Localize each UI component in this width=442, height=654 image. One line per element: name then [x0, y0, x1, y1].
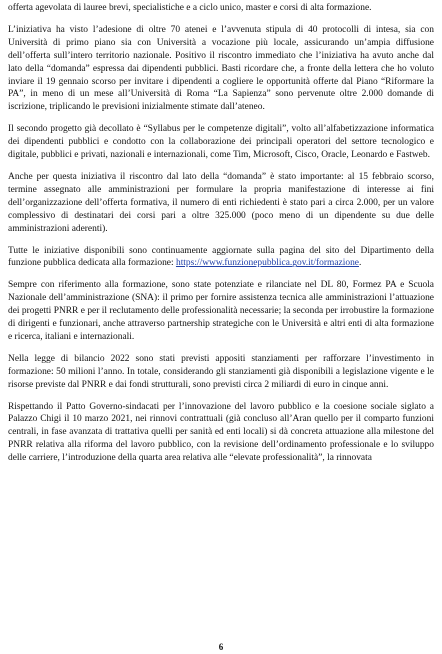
paragraph-4: Anche per questa iniziativa il riscontro dal lato della “domanda” è stato importante: al 15 febbraio scorso, termine assegnato alle amministrazioni per formulare la propria manifestazione di interesse ai fini dell’organizzazione dell’offerta formativa, il numero di enti richiedenti è stato pari a circa 2.000, per un valore complessivo di destinatari dei corsi pari a oltre 325.000 (poco meno di un dipendente su due delle amministrazioni aderenti).: [8, 171, 434, 234]
paragraph-6: Sempre con riferimento alla formazione, sono state potenziate e rilanciate nel DL 80, Formez PA e Scuola Nazionale dell’amministrazione (SNA): il primo per fornire assistenza tecnica alle amministrazioni l’attuazione dei progetti PNRR e per il reclutamento delle professionalità necessarie; la seconda per irrobustire la formazione di dirigenti e funzionari, anche attraverso partnership strategiche con le Università e altri enti di alta formazione e ricerca, italiani e internazionali.: [8, 280, 434, 342]
paragraph-1: offerta agevolata di lauree brevi, specialistiche e a ciclo unico, master e corsi di alta formazione.: [8, 3, 372, 13]
page-number: 6: [218, 642, 224, 652]
formazione-link[interactable]: https://www.funzionepubblica.gov.it/formazione: [175, 258, 359, 269]
paragraph-5: [8, 245, 434, 271]
paragraph-7: Nella legge di bilancio 2022 sono stati previsti appositi stanziamenti per rafforzare l’investimento in formazione: 50 milioni l’anno. In totale, considerando gli stanziamenti già disponibili a legislazione vigente e le risorse previste dal PNRR e dai fondi strutturali, sono previsti circa 2 miliardi di euro in cinque anni.: [8, 353, 434, 390]
paragraph-8: Rispettando il Patto Governo-sindacati per l’innovazione del lavoro pubblico e la coesione sociale siglato a Palazzo Chigi il 10 marzo 2021, nei rinnovi contrattuali (già concluso all’Aran quello per il comparto funzioni centrali, in fase avanzata di trattativa quelli per sanità ed enti locali) si dà concreta attuazione alla milestone del PNRR relativa alla riforma del lavoro pubblico, con la revisione dell’ordinamento professionale e lo sviluppo delle carriere, l’introduzione della quarta area relativa alle “elevate professionalità”, la rinnovata: [8, 401, 434, 464]
paragraph-5-text: Tutte le iniziative disponibili sono continuamente aggiornate sulla pagina del sito del Dipartimento della funzione pubblica dedicata alla formazione:: [8, 245, 434, 269]
paragraph-3: Il secondo progetto già decollato è “Syllabus per le competenze digitali”, volto all’alfabetizzazione informatica dei dipendenti pubblici e condotto con la collaborazione dei principali operatori del settore tecnologico e digitale, pubblici e privati, nazionali e internazionali, come Tim, Microsoft, Cisco, Oracle, Leonardo e Fastweb.: [8, 124, 434, 161]
paragraph-2: L’iniziativa ha visto l’adesione di oltre 70 atenei e l’avvenuta stipula di 40 protocolli di intesa, sia con Università di primo piano sia con Università a vocazione più locale, assicurando un’ampia diffusione dell’offerta sull’intero territorio nazionale. Positivo il riscontro immediato che l’iniziativa ha avuto anche dal lato della “domanda” espressa dai dipendenti pubblici. Basti ricordare che, a fronte della lettera che ho voluto inviare il 19 gennaio scorso per invitare i dipendenti a cogliere le opportunità offerte dal Piano “Riformare la PA”, in meno di un mese all’Università di Roma “La Sapienza” sono pervenute oltre 2.000 domande di iscrizione, triplicando le previsioni inizialmente stimate dall’ateneo.: [8, 24, 434, 113]
paragraph-5-trailing: .: [359, 258, 362, 269]
